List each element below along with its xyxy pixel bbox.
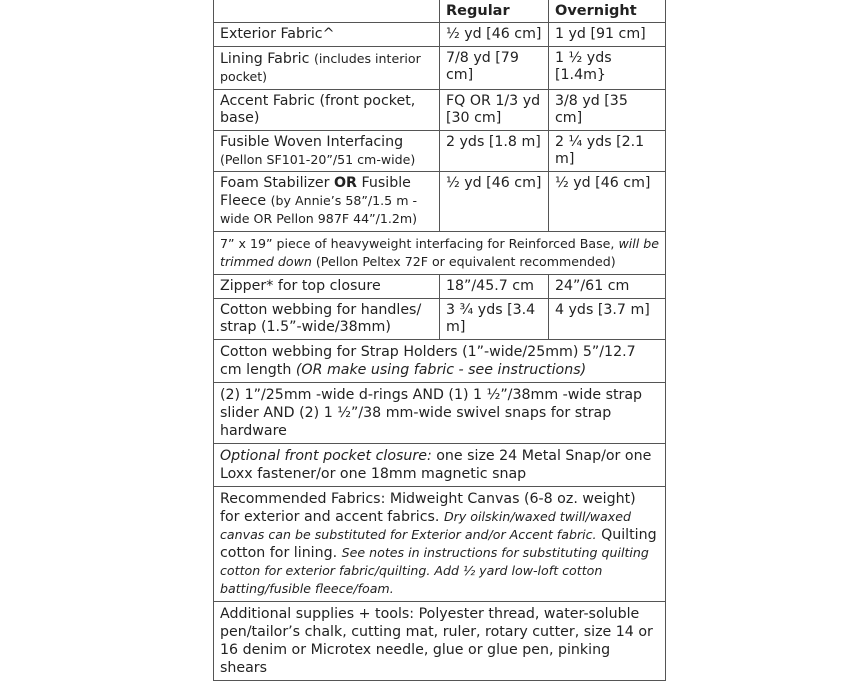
foam-label-a: Foam Stabilizer <box>220 175 334 191</box>
exterior-overnight: 1 yd [91 cm] <box>549 23 666 47</box>
table-row <box>214 383 666 444</box>
zipper-label: Zipper* for top closure <box>214 275 440 299</box>
zipper-overnight: 24”/61 cm <box>549 275 666 299</box>
table-row <box>214 131 666 172</box>
webbing-overnight: 4 yds [3.7 m] <box>549 299 666 340</box>
table-row <box>214 275 666 299</box>
interfacing-regular: 2 yds [1.8 m] <box>440 131 549 172</box>
closure-cell <box>214 444 666 487</box>
fabrics-p1: Recommended Fabrics: Midweight Canvas (6-8 oz. weight) for exterior and accent fabrics. <box>220 491 636 525</box>
base-text-a: 7” x 19” piece of heavyweight interfacing for Reinforced Base, <box>220 236 619 251</box>
fabrics-i1: Dry oilskin/waxed twill/waxed canvas can be substituted for Exterior and/or Accent fabric. <box>220 509 631 542</box>
header-overnight: Overnight <box>549 0 666 23</box>
materials-table <box>213 0 666 681</box>
table-row <box>214 232 666 275</box>
base-cell <box>214 232 666 275</box>
closure-text: one size 24 Metal Snap/or one Loxx fastener/or one 18mm magnetic snap <box>220 448 652 482</box>
base-text-b: (Pellon Peltex 72F or equivalent recommended) <box>311 254 616 269</box>
table-row <box>214 487 666 602</box>
fabrics-p2: Quilting cotton for lining. <box>220 527 657 561</box>
lining-label: Lining Fabric <box>220 51 310 67</box>
strap-holders-text: Cotton webbing for Strap Holders (1”-wide/25mm) 5”/12.7 cm length <box>220 344 636 378</box>
header-row <box>214 0 666 23</box>
table-row <box>214 172 666 232</box>
lining-note: (includes interior pocket) <box>220 51 421 84</box>
table-row <box>214 23 666 47</box>
lining-overnight: 1 ½ yds [1.4m} <box>549 47 666 90</box>
accent-regular: FQ OR 1/3 yd [30 cm] <box>440 90 549 131</box>
table-row <box>214 299 666 340</box>
interfacing-overnight: 2 ¼ yds [2.1 m] <box>549 131 666 172</box>
table-row <box>214 340 666 383</box>
accent-overnight: 3/8 yd [35 cm] <box>549 90 666 131</box>
hardware-text: (2) 1”/25mm -wide d-rings AND (1) 1 ½”/38mm -wide strap slider AND (2) 1 ½”/38 mm-wide swivel snaps for strap hardware <box>214 383 666 444</box>
webbing-label: Cotton webbing for handles/ strap (1.5”-wide/38mm) <box>214 299 440 340</box>
lining-cell <box>214 47 440 90</box>
accent-label: Accent Fabric (front pocket, base) <box>214 90 440 131</box>
fabrics-cell <box>214 487 666 602</box>
foam-note: (by Annie’s 58”/1.5 m -wide OR Pellon 987F 44”/1.2m) <box>220 193 418 226</box>
table-row <box>214 444 666 487</box>
strap-holders-cell <box>214 340 666 383</box>
lining-regular: 7/8 yd [79 cm] <box>440 47 549 90</box>
table-row <box>214 47 666 90</box>
interfacing-cell <box>214 131 440 172</box>
fabrics-i2: See notes in instructions for substituting quilting cotton for exterior fabric/quilting. Add ½ yard low-loft cotton batting/fusible fleece/foam. <box>220 545 649 596</box>
exterior-label: Exterior Fabric^ <box>214 23 440 47</box>
supplies-text: Additional supplies + tools: Polyester thread, water-soluble pen/tailor’s chalk, cutting mat, ruler, rotary cutter, size 14 or 16 denim or Microtex needle, glue or glue pen, pinking shears <box>214 602 666 681</box>
foam-overnight: ½ yd [46 cm] <box>549 172 666 232</box>
table-row <box>214 90 666 131</box>
header-regular: Regular <box>440 0 549 23</box>
interfacing-label: Fusible Woven Interfacing <box>220 134 404 150</box>
closure-italic: Optional front pocket closure: <box>220 448 432 464</box>
header-item <box>214 0 440 23</box>
exterior-regular: ½ yd [46 cm] <box>440 23 549 47</box>
interfacing-note: (Pellon SF101-20”/51 cm-wide) <box>220 152 416 167</box>
strap-holders-italic: (OR make using fabric - see instructions) <box>295 362 587 378</box>
foam-label-b: Fusible Fleece <box>220 175 411 209</box>
zipper-regular: 18”/45.7 cm <box>440 275 549 299</box>
base-text-italic: will be trimmed down <box>220 236 659 269</box>
table-row <box>214 602 666 681</box>
foam-cell <box>214 172 440 232</box>
foam-label-or: OR <box>333 175 357 191</box>
foam-regular: ½ yd [46 cm] <box>440 172 549 232</box>
webbing-regular: 3 ¾ yds [3.4 m] <box>440 299 549 340</box>
